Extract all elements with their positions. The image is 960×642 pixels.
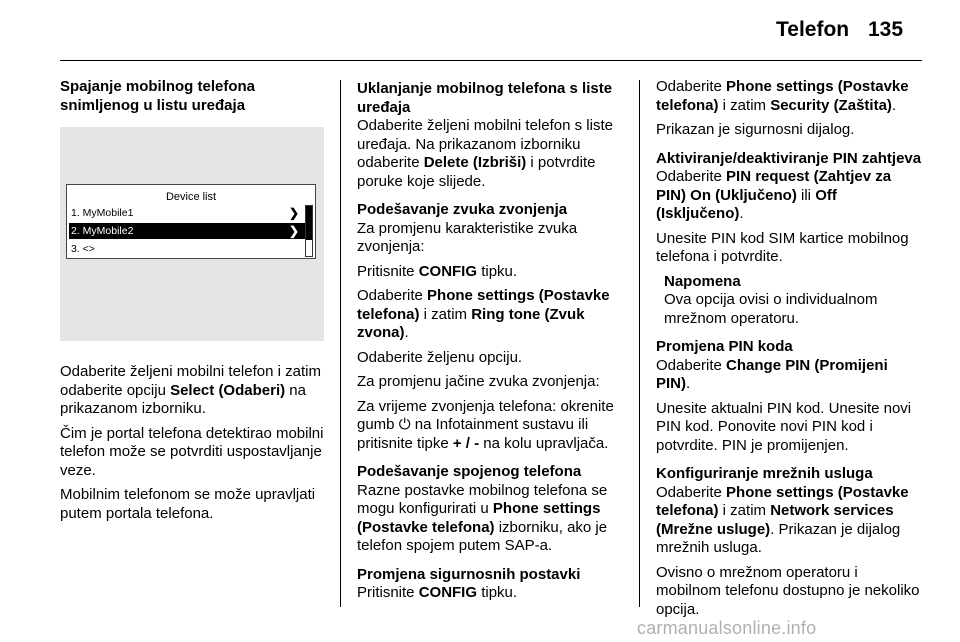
paragraph: Odaberite Phone settings (Postavke telefona) i zatim Ring tone (Zvuk zvona). [357, 287, 610, 341]
note-box [656, 273, 924, 329]
section-heading: Promjena sigurnosnih postavki [357, 565, 581, 583]
paragraph: Za promjenu jačine zvuka zvonjenja: [357, 373, 600, 390]
paragraph: Prikazan je sigurnosni dijalog. [656, 121, 855, 138]
section-heading: Podešavanje spojenog telefona [357, 463, 582, 480]
paragraph: Razne postavke mobilnog telefona se mogu konfigurirati u Phone settings (Postavke telefona) izborniku, ako je telefon spojem putem SAP-a. [357, 481, 608, 554]
column-divider-2 [639, 80, 640, 607]
paragraph: Čim je portal telefona detektirao mobilni telefon može se potvrditi uspostavljanje veze. [60, 424, 324, 479]
paragraph: Odaberite PIN request (Zahtjev za PIN) On (Uključeno) ili Off (Isključeno). [656, 168, 892, 222]
device-list-item: 1. MyMobile1 ❯ [71, 206, 299, 220]
section-heading: Podešavanje zvuka zvonjenja [357, 201, 568, 218]
section-heading: Promjena PIN koda [656, 338, 793, 355]
paragraph: Odaberite željeni mobilni telefon i zatim odaberite opciju Select (Odaberi) na prikazanom izborniku. [60, 363, 321, 417]
note-title: Napomena [664, 272, 741, 290]
paragraph: Za promjenu karakteristike zvuka zvonjenja: [357, 219, 578, 255]
section-heading: Konfiguriranje mrežnih usluga [656, 465, 873, 482]
paragraph: Odaberite željenu opciju. [357, 348, 523, 366]
paragraph: Odaberite Phone settings (Postavke telefona) i zatim Security (Zaštita). [656, 78, 909, 114]
paragraph: Ovisno o mrežnom operatoru i mobilnom telefonu dostupno je nekoliko opcija. [656, 563, 920, 618]
chevron-right-icon: ❯ [288, 224, 299, 238]
device-list-screenshot [60, 127, 324, 341]
paragraph: Unesite PIN kod SIM kartice mobilnog telefona i potvrdite. [656, 229, 909, 265]
device-list-panel [66, 184, 316, 259]
scrollbar [305, 205, 313, 257]
paragraph: Odaberite željeni mobilni telefon s liste uređaja. Na prikazanom izborniku odaberite Delete (Izbriši) i potvrdite poruke koje slijede. [357, 117, 613, 190]
paragraph: Pritisnite CONFIG tipku. [357, 262, 518, 280]
device-list-title: Device list [165, 191, 217, 203]
page-number: 135 [868, 18, 904, 41]
paragraph: Pritisnite CONFIG tipku. [357, 584, 518, 601]
paragraph: Za vrijeme zvonjenja telefona: okrenite gumb ⏻ na Infotainment sustavu ili pritisnite tipke + / - na kolu upravljača. [357, 397, 614, 452]
column-divider-1 [340, 80, 341, 607]
section-heading: Spajanje mobilnog telefona snimljenog u listu uređaja [60, 78, 256, 114]
header-divider [60, 60, 922, 61]
paragraph: Odaberite Change PIN (Promijeni PIN). [656, 356, 888, 392]
watermark: carmanualsonline.info [637, 618, 817, 638]
section-heading: Aktiviranje/deaktiviranje PIN zahtjeva [656, 149, 922, 167]
device-list-item-selected: 2. MyMobile2 ❯ [69, 223, 305, 239]
paragraph: Unesite aktualni PIN kod. Unesite novi PIN kod. Ponovite novi PIN kod i potvrdite. PIN je promijenjen. [656, 399, 912, 454]
knob-icon: ⏻ [398, 416, 411, 433]
page-title: Telefon [776, 18, 850, 41]
column-1 [60, 78, 324, 529]
device-list-item: 3. <> [71, 243, 95, 255]
chevron-right-icon: ❯ [288, 206, 299, 220]
section-heading: Uklanjanje mobilnog telefona s liste uređaja [357, 80, 613, 116]
column-2 [357, 80, 627, 609]
paragraph: Odaberite Phone settings (Postavke telefona) i zatim Network services (Mrežne usluge). Prikazan je dijalog mrežnih usluga. [656, 483, 909, 556]
column-3 [656, 78, 924, 625]
note-text: Ova opcija ovisi o individualnom mrežnom operatoru. [664, 291, 878, 327]
paragraph: Mobilnim telefonom se može upravljati putem portala telefona. [60, 486, 316, 522]
scroll-thumb [306, 206, 312, 240]
